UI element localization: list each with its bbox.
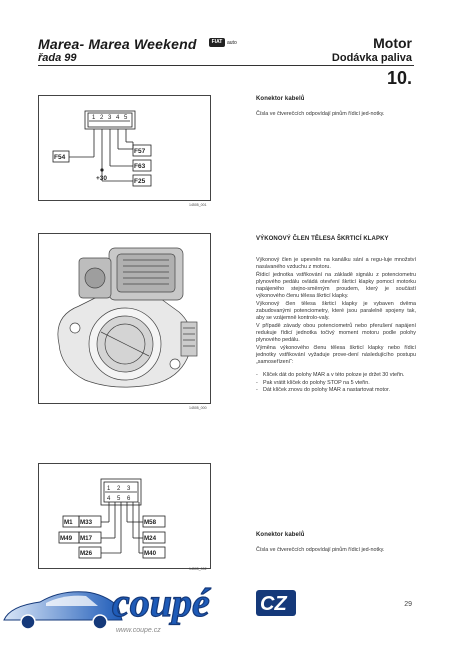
section-paragraph: Čísla ve čtverečcích odpovídají pinům řídicí jed-notky. [256,547,385,553]
wire-label: F63 [134,163,146,170]
fiat-logo-subtext: auto [227,40,237,46]
wire-label: M49 [60,535,73,542]
document-subtitle: řada 99 [38,52,77,64]
figure-code: 14505_000 [189,406,207,410]
connector-figure-2 [38,463,211,569]
wire-label: M40 [144,550,157,557]
list-item: - Pak vrátit klíček do polohy STOP na 5 vteřin. [256,380,416,387]
connector-figure-1 [38,95,211,201]
section-paragraph: Výkonový člen tělesa škrticí klapky je vybaven dvěma zabudovanými potenciometry, které jsou paralelně spojeny tak, aby se vzájemně kontrolo-valy. [256,300,416,322]
logo-subtext: www.coupe.cz [116,627,161,634]
pin-label: 5 [117,496,121,502]
car-silhouette-icon [0,576,330,640]
section-paragraph: V případě závady obou potenciometrů nebo přerušení napájení redukuje řídicí jednotka točivý moment motoru podle polohy plynového pedálu. [256,322,416,344]
connector-diagram-1 [39,96,210,200]
list-item: - Klíček dát do polohy MAR a v této poloze je držet 30 vteřin. [256,372,416,379]
page-number: 29 [404,601,412,608]
pin-label: 5 [124,115,128,121]
logo-wordmark: coupé [112,580,210,625]
wire-label: F57 [134,148,146,155]
pin-label: 1 [92,115,96,121]
pin-label: 2 [100,115,104,121]
wire-label: M33 [80,519,93,526]
section-paragraph: Výměna výkonového členu tělesa škrticí klapky nebo řídicí jednotky vstřikování vyžaduje prove-dení následujícího postupu „samoseřízení“: [256,344,416,366]
connector-diagram-2 [39,464,210,568]
section-heading: Konektor kabelů [256,532,305,538]
wire-label: M17 [80,535,93,542]
list-item: - Dát klíček znovu do polohy MAR a nastartovat motor. [256,387,416,394]
ground-label: +30 [96,175,108,182]
section-heading: Konektor kabelů [256,96,305,102]
throttle-body-figure [38,233,211,404]
wire-label: F25 [134,178,146,185]
wire-label: M58 [144,519,157,526]
wire-label: M1 [64,519,73,526]
chapter-subtitle: Dodávka paliva [331,52,412,64]
section-heading: VÝKONOVÝ ČLEN TĚLESA ŠKRTICÍ KLAPKY [256,236,389,242]
section-paragraph: Řídicí jednotka vstřikování na základě signálu z potenciometru plynového pedálu ovládá otevření škrticí klapky pomocí motorku napájeného stejno-směrným proudem, který je součástí výkonového členu tělesa škrticí klapky. [256,271,416,300]
pin-label: 6 [127,496,131,502]
procedure-list [256,372,416,394]
chapter-title: Motor [373,35,412,51]
wire-label: F54 [54,154,66,161]
wire-label: M24 [144,535,157,542]
section-number: 10. [386,68,412,88]
pin-label: 3 [127,486,131,492]
fiat-logo-icon: FIAT [209,38,225,47]
section-paragraph: Výkonový člen je upevněn na kanálku sání a regu-luje množství nasávaného vzduchu z motoru. [256,257,416,271]
coupe-cz-watermark-logo [0,576,330,640]
pin-label: 1 [107,486,111,492]
throttle-body-illustration [39,234,210,403]
figure-code: 14505_002 [189,567,207,571]
logo-badge: CZ [260,593,287,615]
section-body [256,257,416,394]
pin-label: 4 [107,496,111,502]
section-paragraph: Čísla ve čtverečcích odpovídají pinům řídicí jed-notky. [256,111,385,117]
document-title: Marea- Marea Weekend [38,36,197,52]
pin-label: 2 [117,486,121,492]
figure-code: 14505_001 [189,203,207,207]
header-divider [38,65,414,66]
pin-label: 4 [116,115,120,121]
pin-label: 3 [108,115,112,121]
wire-label: M26 [80,550,93,557]
